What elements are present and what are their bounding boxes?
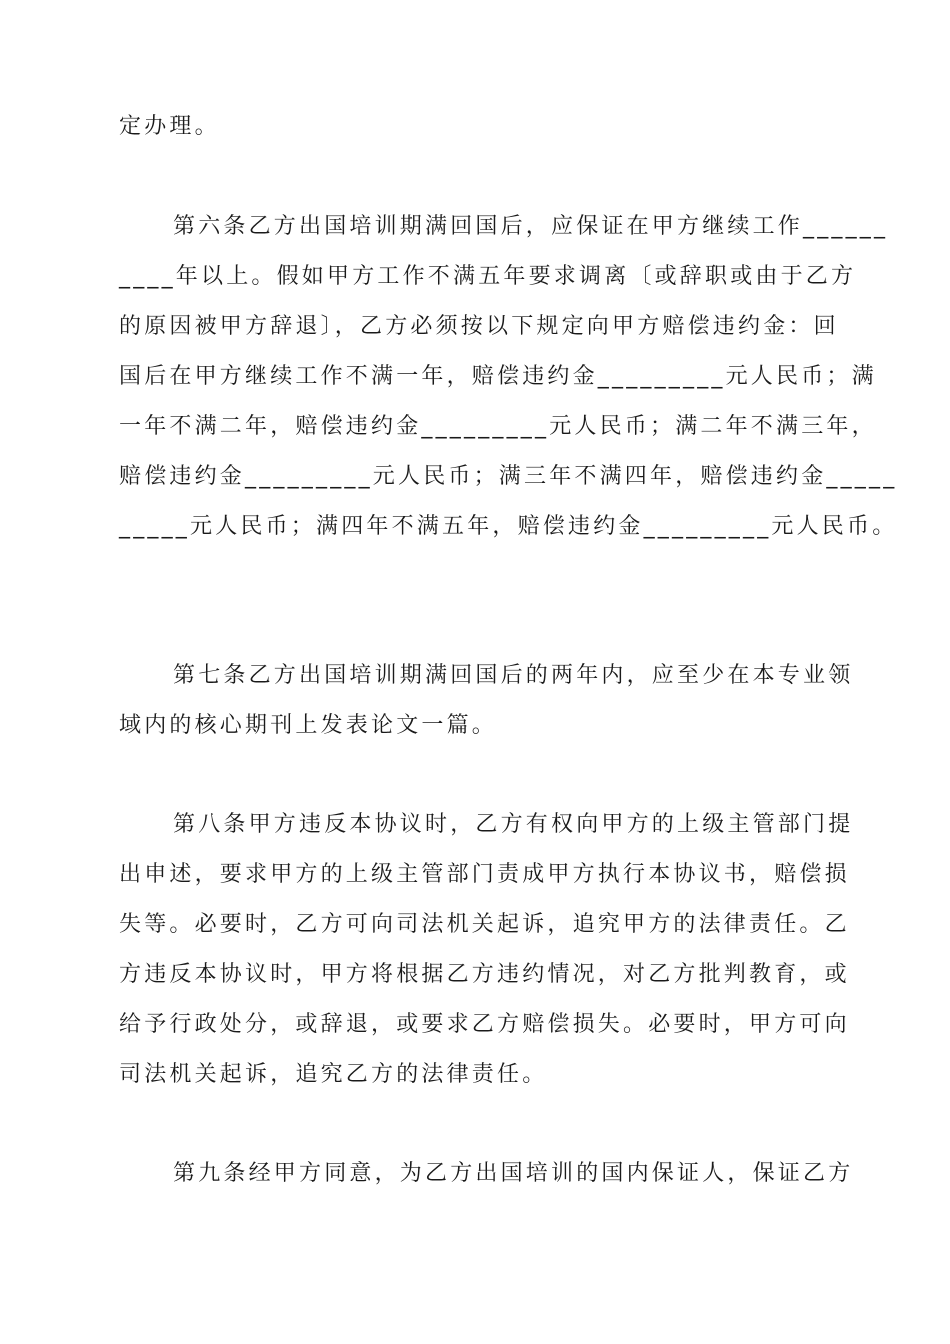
text-line: 出申述，要求甲方的上级主管部门责成甲方执行本协议书，赔偿损 — [119, 862, 850, 887]
text-line: _____元人民币；满四年不满五年，赔偿违约金_________元人民币。 — [119, 514, 898, 539]
text-line: 一年不满二年，赔偿违约金_________元人民币；满二年不满三年， — [119, 414, 877, 439]
text-line: 给予行政处分，或辞退，或要求乙方赔偿损失。必要时，甲方可向 — [119, 1012, 850, 1037]
text-line: 第九条经甲方同意，为乙方出国培训的国内保证人，保证乙方 — [173, 1161, 854, 1186]
text-line: 第八条甲方违反本协议时，乙方有权向甲方的上级主管部门提 — [173, 812, 854, 837]
text-line: 域内的核心期刊上发表论文一篇。 — [119, 713, 498, 738]
text-line: 方违反本协议时，甲方将根据乙方违约情况，对乙方批判教育，或 — [119, 962, 850, 987]
text-line: 国后在甲方继续工作不满一年，赔偿违约金_________元人民币；满 — [119, 364, 877, 389]
text-line: 第七条乙方出国培训期满回国后的两年内，应至少在本专业领 — [173, 663, 854, 688]
text-line: 第六条乙方出国培训期满回国后，应保证在甲方继续工作______ — [173, 214, 889, 239]
text-line: 定办理。 — [119, 114, 220, 139]
text-line: 司法机关起诉，追究乙方的法律责任。 — [119, 1062, 548, 1087]
text-line: 赔偿违约金_________元人民币；满三年不满四年，赔偿违约金_____ — [119, 464, 898, 489]
text-line: ____年以上。假如甲方工作不满五年要求调离〔或辞职或由于乙方 — [119, 264, 857, 289]
text-line: 失等。必要时，乙方可向司法机关起诉，追究甲方的法律责任。乙 — [119, 912, 850, 937]
text-line: 的原因被甲方辞退〕，乙方必须按以下规定向甲方赔偿违约金：回 — [119, 314, 839, 339]
